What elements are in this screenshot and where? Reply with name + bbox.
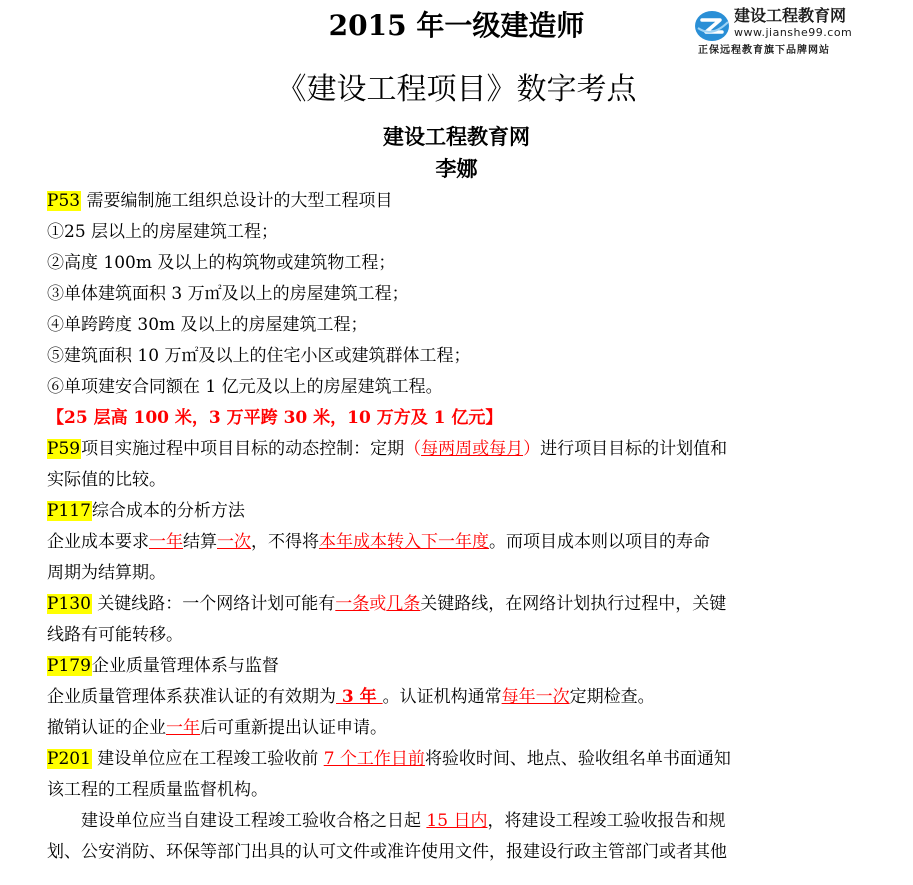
paragraph-text: 划、公安消防、环保等部门出具的认可文件或准许使用文件，报建设行政主管部门或者其他: [47, 842, 727, 862]
document-subtitle: 《建设工程项目》数字考点: [276, 72, 637, 107]
logo-slogan: 正保远程教育旗下品牌网站: [698, 45, 830, 56]
paragraph-text: 将验收时间、地点、验收组名单书面通知: [424, 749, 731, 769]
paragraph-text: 撤销认证的企业: [47, 718, 166, 738]
key-point: 一年: [149, 532, 183, 552]
author-name: 李娜: [435, 156, 478, 181]
summary-line: [47, 403, 897, 434]
paragraph-text: 项目实施过程中项目目标的动态控制：定期: [81, 439, 405, 459]
paragraph-text: 。认证机构通常: [382, 687, 502, 707]
paragraph-text: 进行项目目标的计划值和: [540, 439, 728, 459]
paragraph-text: 实际值的比较。: [47, 470, 166, 490]
key-point: 15 日内: [426, 811, 488, 831]
key-point: 一次: [217, 532, 251, 552]
key-point: 7 个工作日前: [323, 749, 425, 769]
key-point: 本年成本转入下一年度: [319, 532, 489, 552]
page-tag: P53: [47, 191, 81, 211]
paragraph-text: 线路有可能转移。: [47, 625, 183, 645]
page-tag: P117: [47, 501, 91, 521]
list-item: ②高度 100m 及以上的构筑物或建筑物工程；: [47, 253, 396, 273]
paragraph-text: 关键路线，在网络计划执行过程中，关键: [420, 594, 727, 614]
paragraph-text: 建设单位应在工程竣工验收前: [91, 749, 324, 769]
page-tag: P179: [47, 656, 91, 676]
document-title: 2015 年一级建造师: [328, 9, 585, 42]
section-heading: 综合成本的分析方法: [91, 501, 245, 521]
paragraph-text: 该工程的工程质量监督机构。: [47, 780, 268, 800]
section-heading: 企业质量管理体系与监督: [91, 656, 279, 676]
mnemonic-summary: 【25 层高 100 米，3 万平跨 30 米，10 万方及 1 亿元】: [47, 408, 503, 428]
paragraph-text: 结算: [183, 532, 217, 552]
key-point: 3 年: [336, 687, 383, 707]
paragraph-text: 或: [369, 594, 387, 614]
section-p117-heading: [47, 496, 897, 527]
paragraph-text: ）: [523, 439, 541, 459]
site-logo: [694, 6, 909, 60]
section-p130: [47, 589, 897, 620]
logo-emblem-icon: [694, 8, 730, 44]
paragraph-text: 后可重新提出认证申请。: [200, 718, 387, 738]
key-point: 一条: [335, 594, 370, 614]
section-p59: [47, 434, 897, 465]
paragraph-text: 关键线路：一个网络计划可能有: [91, 594, 336, 614]
list-item: ④单跨跨度 30m 及以上的房屋建筑工程；: [47, 315, 368, 335]
list-item: ⑤建筑面积 10 万㎡及以上的住宅小区或建筑群体工程；: [47, 346, 471, 366]
paragraph-text: 企业成本要求: [47, 532, 149, 552]
section-p201: [47, 744, 897, 775]
organization-name: 建设工程教育网: [383, 124, 530, 149]
logo-url: www.jianshe99.com: [734, 26, 853, 39]
page-tag: P201: [47, 749, 91, 769]
key-point: 每两周或每月: [421, 439, 524, 459]
paragraph-text: ，将建设工程竣工验收报告和规: [487, 811, 726, 831]
paragraph-text: 建设单位应当自建设工程竣工验收合格之日起: [81, 811, 427, 831]
section-heading: 需要编制施工组织总设计的大型工程项目: [81, 191, 393, 211]
paragraph-line: [47, 806, 897, 837]
page-tag: P59: [47, 439, 81, 459]
list-item: ①25 层以上的房屋建筑工程；: [47, 222, 279, 242]
section-p53-heading: [47, 186, 897, 217]
paragraph-text: ，不得将: [251, 532, 319, 552]
section-p179-heading: [47, 651, 897, 682]
page-tag: P130: [47, 594, 91, 614]
document-body: [47, 186, 897, 868]
list-item: ⑥单项建安合同额在 1 亿元及以上的房屋建筑工程。: [47, 377, 443, 397]
paragraph-line: [47, 713, 897, 744]
key-point: 一年: [166, 718, 200, 738]
paragraph-line: [47, 682, 897, 713]
paragraph-text: 企业质量管理体系获准认证的有效期为: [47, 687, 336, 707]
key-point: 几条: [386, 594, 421, 614]
logo-name: 建设工程教育网: [734, 6, 847, 25]
list-item: ③单体建筑面积 3 万㎡及以上的房屋建筑工程；: [47, 284, 409, 304]
paragraph-text: 周期为结算期。: [47, 563, 166, 583]
paragraph-line: [47, 527, 897, 558]
paragraph-text: 定期检查。: [569, 687, 655, 707]
paragraph-text: （: [404, 439, 422, 459]
key-point: 每年一次: [501, 687, 570, 707]
paragraph-text: 。而项目成本则以项目的寿命: [489, 532, 710, 552]
